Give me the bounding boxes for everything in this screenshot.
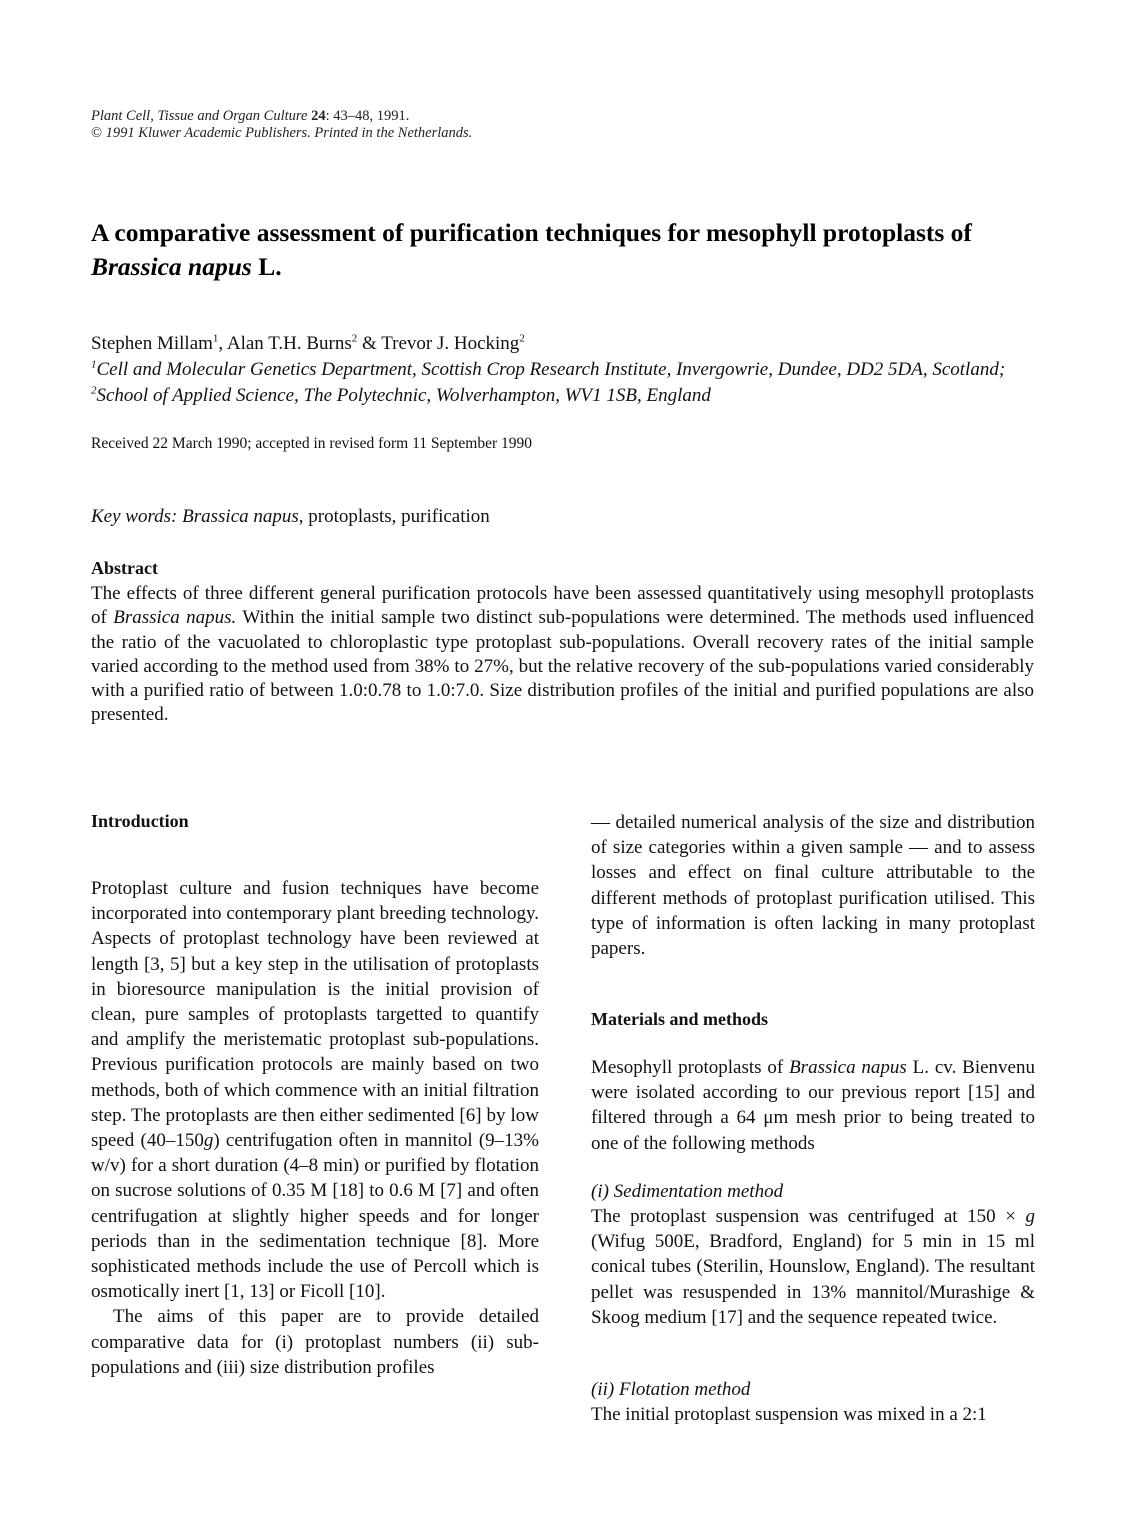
journal-name: Plant Cell, Tissue and Organ Culture — [91, 108, 308, 124]
title-suffix: L. — [251, 252, 282, 281]
intro-text: ) centrifugation often in mannitol (9–13% w/v) for a short duration (4–8 min) or purified by flotation on sucrose solutions of 0.35 M [18] to 0.6 M [7] and often centrifugation at slightly higher speeds and for longer periods than in the sedimentation technique [8]. More sophisticated methods include the use of Percoll which is osmotically inert [1, 13] or Ficoll [10]. — [91, 1130, 539, 1303]
sedimentation-subsection — [591, 1180, 1035, 1330]
author-affil-marker: 1 — [212, 332, 219, 345]
copyright-line — [91, 125, 472, 142]
citation-line — [91, 108, 472, 125]
flotation-paragraph: The initial protoplast suspension was mixed in a 2:1 — [591, 1404, 987, 1425]
sedimentation-heading: (i) Sedimentation method — [591, 1181, 784, 1202]
affil-marker: 2 — [91, 384, 97, 397]
journal-pages: : 43–48, 1991. — [325, 108, 410, 124]
abstract-part: The effects of three different general purification protocols have been assessed quantitatively using mesophyll protoplasts of — [91, 583, 1034, 629]
introduction-heading: Introduction — [91, 811, 189, 831]
keyword-species: Brassica napus — [182, 506, 299, 527]
received-dates: Received 22 March 1990; accepted in revised form 11 September 1990 — [91, 435, 533, 452]
methods-species: Brassica napus — [789, 1057, 907, 1078]
affil-marker: 1 — [91, 358, 97, 371]
abstract-species: Brassica napus. — [113, 607, 237, 629]
author-list — [91, 332, 525, 356]
sedimentation-text: The protoplast suspension was centrifuged at 150 × — [591, 1206, 1026, 1227]
author-affil-marker: 2 — [519, 332, 525, 345]
flotation-subsection — [591, 1378, 1035, 1427]
methods-section — [591, 1008, 1035, 1030]
intro-body — [91, 876, 539, 1380]
abstract-heading: Abstract — [91, 558, 158, 578]
right-column — [591, 810, 1035, 961]
copyright-icon: © — [91, 125, 103, 141]
article-title — [91, 216, 1031, 284]
journal-volume: 24 — [311, 108, 326, 124]
methods-text: L. cv. Bienvenu were isolated according to our previous report [15] and filtered through a 64 μm mesh prior to being treated to one of the following methods — [591, 1057, 1035, 1154]
title-main: A comparative assessment of purification techniques for mesophyll protoplasts of — [91, 218, 972, 247]
author-name: & Trevor J. Hocking — [357, 333, 520, 354]
author-name: Stephen Millam — [91, 333, 213, 354]
title-species: Brassica napus — [91, 252, 252, 281]
sedimentation-paragraph — [591, 1204, 1035, 1330]
affiliations — [91, 357, 1031, 409]
abstract-text — [91, 582, 1034, 728]
left-column — [91, 810, 539, 832]
keywords — [91, 505, 490, 529]
methods-paragraph-1 — [591, 1055, 1035, 1156]
methods-heading: Materials and methods — [591, 1009, 768, 1029]
intro-g-symbol: g — [203, 1130, 214, 1152]
sedimentation-g-symbol: g — [1025, 1206, 1035, 1227]
journal-citation — [91, 108, 472, 142]
keywords-rest: , protoplasts, purification — [298, 506, 490, 527]
intro-paragraph-2: The aims of this paper are to provide detailed comparative data for (i) protoplast numbers (ii) sub-populations and (iii) size distribution profiles — [91, 1306, 539, 1378]
keywords-label: Key words: — [91, 506, 178, 527]
author-name: , Alan T.H. Burns — [218, 333, 352, 354]
affiliation-2: School of Applied Science, The Polytechnic, Wolverhampton, WV1 1SB, England — [96, 385, 711, 406]
flotation-heading: (ii) Flotation method — [591, 1379, 751, 1400]
abstract-part: Within the initial sample two distinct sub-populations were determined. The methods used influenced the ratio of the vacuolated to chloroplastic type protoplast sub-populations. Overall recovery rates of the initial sample varied according to the method used from 38% to 27%, but the relative recovery of the sub-populations varied considerably with a purified ratio of between 1.0:0.78 to 1.0:7.0. Size distribution profiles of the initial and purified populations are also presented. — [91, 607, 1034, 726]
methods-text: Mesophyll protoplasts of — [591, 1057, 790, 1078]
methods-body — [591, 1055, 1035, 1156]
intro-paragraph-1 — [91, 876, 539, 1304]
author-affil-marker: 2 — [351, 332, 358, 345]
intro-text: Protoplast culture and fusion techniques have become incorporated into contemporary plant breeding technology. Aspects of protoplast technology have been reviewed at length [3, 5] but a key step in the utilisation of protoplasts in bioresource manipulation is the initial provision of clean, pure samples of protoplasts targetted to quantify and amplify the meristematic protoplast sub-populations. Previous purification protocols are mainly based on two methods, both of which commence with an initial filtration step. The protoplasts are then either sedimented [6] by low speed (40–150 — [91, 878, 539, 1152]
sedimentation-text: (Wifug 500E, Bradford, England) for 5 min in 15 ml conical tubes (Sterilin, Hounslow, England). The resultant pellet was resuspended in 13% mannitol/Murashige & Skoog medium [17] and the sequence repeated twice. — [591, 1231, 1035, 1328]
copyright-text: 1991 Kluwer Academic Publishers. Printed in the Netherlands. — [105, 125, 473, 141]
affiliation-1: Cell and Molecular Genetics Department, Scottish Crop Research Institute, Invergowrie, Dundee, DD2 5DA, Scotland; — [96, 359, 1006, 380]
intro-paragraph-3: — detailed numerical analysis of the size and distribution of size categories within a given sample — and to assess losses and effect on final culture attributable to the different methods of protoplast purification utilised. This type of information is often lacking in many protoplast papers. — [591, 812, 1035, 960]
